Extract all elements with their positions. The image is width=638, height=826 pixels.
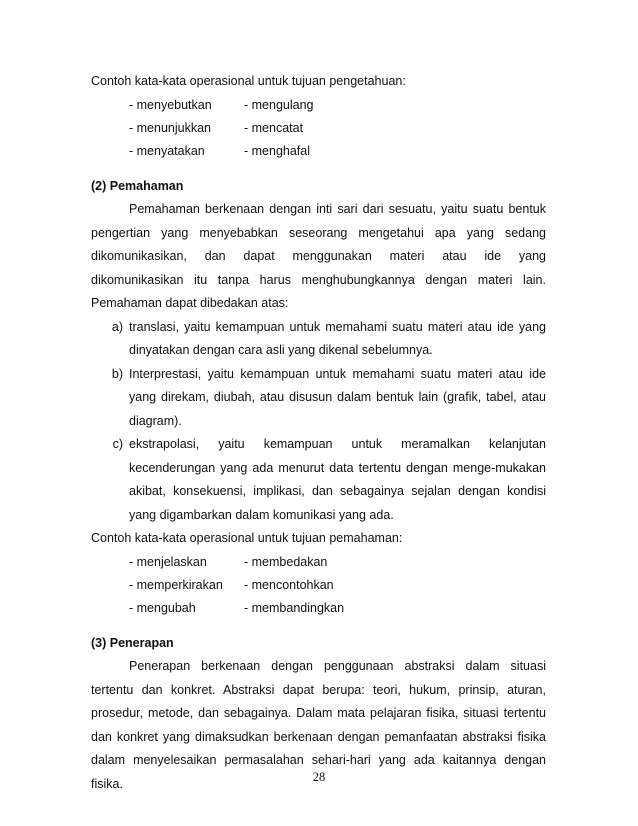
list-item-line: diagram). <box>129 413 182 428</box>
list-item-line: yang digambarkan dalam komunikasi yang ada. <box>129 507 394 522</box>
list-item-line: kecenderungan yang ada menurut data tertentu dengan menge-mukakan <box>129 460 546 475</box>
keyword: - mengulang <box>244 97 314 112</box>
keyword: - menyatakan <box>129 143 205 158</box>
keyword: - mencatat <box>244 120 304 135</box>
paragraph-line: Pemahaman berkenaan dengan inti sari dari sesuatu, yaitu suatu bentuk <box>129 202 546 216</box>
keyword: - mengubah <box>129 600 196 615</box>
keyword: - menjelaskan <box>129 554 207 569</box>
list-item <box>91 433 546 527</box>
keyword-row <box>91 94 546 117</box>
keyword-row <box>91 551 546 574</box>
list-item-line: translasi, yaitu kemampuan untuk memahami suatu materi atau ide yang <box>129 319 546 334</box>
page-content <box>91 70 546 796</box>
paragraph-line: dalam menyelesaikan permasalahan sehari-hari yang ada kaitannya dengan <box>91 753 546 767</box>
comprehension-list <box>91 316 546 528</box>
list-item-line: ekstrapolasi, yaitu kemampuan untuk meramalkan kelanjutan <box>129 437 546 451</box>
knowledge-intro: Contoh kata-kata operasional untuk tujuan pengetahuan: <box>91 74 406 88</box>
paragraph-line: tertentu dan konkret. Abstraksi dapat berupa: teori, hukum, prinsip, aturan, <box>91 682 546 697</box>
comprehension-paragraph <box>91 198 546 316</box>
keyword: - mencontohkan <box>244 577 334 592</box>
list-item-line: akibat, konsekuensi, implikasi, dan sebagainya sejalan dengan kondisi <box>129 484 546 498</box>
list-item <box>91 363 546 434</box>
list-item <box>91 316 546 363</box>
keyword: - membedakan <box>244 554 328 569</box>
keyword-row <box>91 574 546 597</box>
keyword: - memperkirakan <box>129 577 223 592</box>
keyword: - menyebutkan <box>129 97 212 112</box>
list-item-line: dinyatakan dengan cara asli yang dikenal sebelumnya. <box>129 343 433 357</box>
comprehension-keyword-list <box>91 551 546 620</box>
list-item-body <box>129 316 546 363</box>
section-heading-application: (3) Penerapan <box>91 635 174 650</box>
keyword: - menghafal <box>244 143 311 158</box>
paragraph-line: Penerapan berkenaan dengan penggunaan abstraksi dalam situasi <box>129 659 546 673</box>
list-item-label: b) <box>111 366 123 381</box>
section-heading-comprehension: (2) Pemahaman <box>91 178 184 193</box>
list-item-body <box>129 363 546 434</box>
knowledge-keyword-list <box>91 94 546 163</box>
keyword-row <box>91 140 546 163</box>
paragraph-line: dikomunikasikan, dan dapat menggunakan materi atau ide yang <box>91 249 546 263</box>
paragraph-line: fisika. <box>91 776 123 791</box>
list-item-label: a) <box>111 319 123 334</box>
comprehension-intro: Contoh kata-kata operasional untuk tujuan pemahaman: <box>91 531 403 545</box>
page-number: 28 <box>312 770 326 784</box>
list-item-line: Interprestasi, yaitu kemampuan untuk memahami suatu materi atau ide <box>129 366 546 381</box>
paragraph-line: pengertian yang menyebabkan seseorang mengetahui apa yang sedang <box>91 225 546 240</box>
list-item-body <box>129 433 546 527</box>
keyword: - membandingkan <box>244 600 345 615</box>
paragraph-line: dikomunikasikan itu tanpa harus menghubungkannya dengan materi lain. <box>91 272 546 287</box>
paragraph-line: Pemahaman dapat dibedakan atas: <box>91 296 289 310</box>
paragraph-line: dan konkret yang dimaksudkan berkenaan dengan pemanfaatan abstraksi fisika <box>91 729 546 744</box>
list-item-label: c) <box>112 437 123 451</box>
keyword: - menunjukkan <box>129 120 211 135</box>
list-item-line: yang direkam, diubah, atau disusun dalam bentuk lain (grafik, tabel, atau <box>129 390 546 404</box>
paragraph-line: prosedur, metode, dan sebagainya. Dalam mata pelajaran fisika, situasi tertentu <box>91 706 546 720</box>
keyword-row <box>91 117 546 140</box>
keyword-row <box>91 597 546 620</box>
